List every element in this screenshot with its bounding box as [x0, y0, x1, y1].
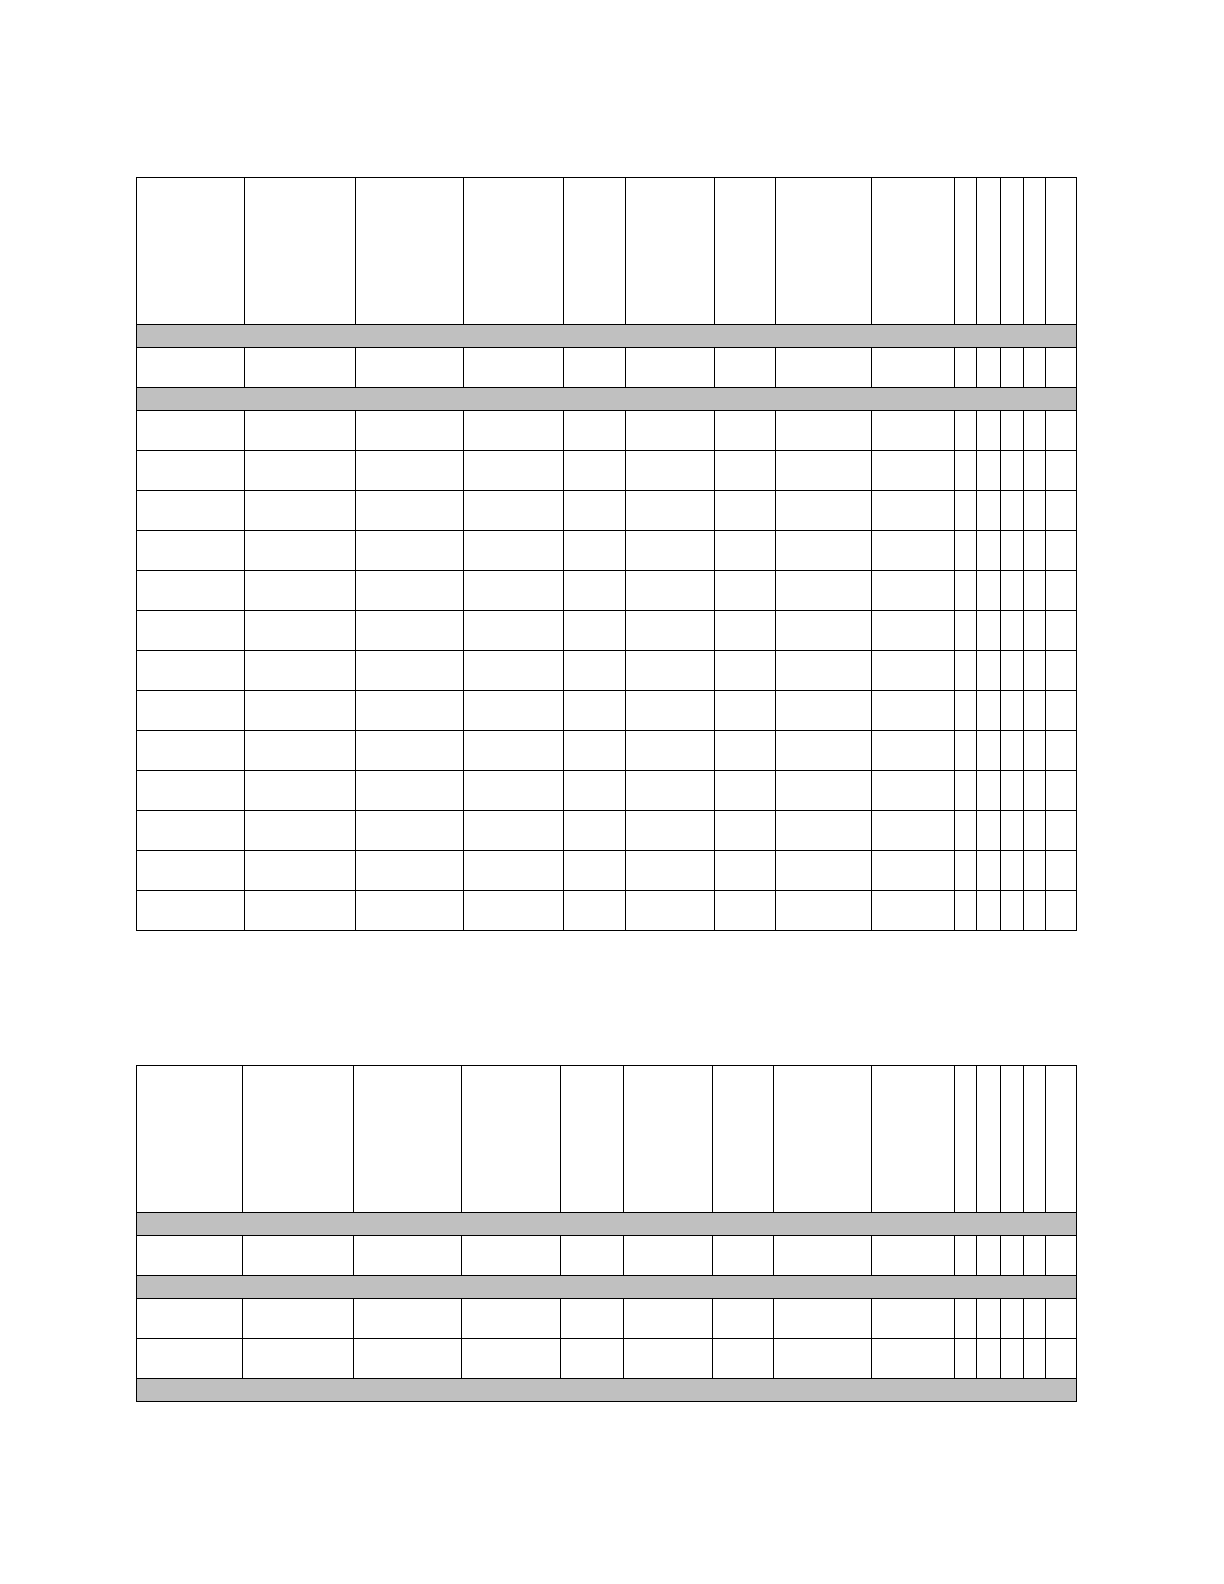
- table-cell: [137, 811, 245, 851]
- header-cell: [624, 1066, 713, 1213]
- table-cell: [776, 851, 872, 891]
- table-cell: [713, 1299, 774, 1339]
- table-cell: [955, 571, 977, 611]
- header-cell: [872, 1066, 955, 1213]
- table-cell: [464, 411, 564, 451]
- header-row: [137, 1066, 1077, 1213]
- header-cell: [715, 178, 776, 325]
- table-cell: [564, 771, 626, 811]
- table-cell: [354, 1299, 462, 1339]
- table-cell: [626, 691, 715, 731]
- table-cell: [977, 771, 1001, 811]
- table-cell: [564, 571, 626, 611]
- table-cell: [955, 1236, 977, 1276]
- table-cell: [245, 811, 356, 851]
- table-cell: [1046, 731, 1077, 771]
- table-cell: [356, 571, 464, 611]
- table-cell: [715, 851, 776, 891]
- table-row: [137, 771, 1077, 811]
- table-cell: [626, 731, 715, 771]
- table-cell: [872, 491, 955, 531]
- table-cell: [713, 1339, 774, 1379]
- header-cell: [245, 178, 356, 325]
- table-cell: [1001, 571, 1024, 611]
- table-cell: [977, 1236, 1001, 1276]
- table-cell: [955, 491, 977, 531]
- section-band-cell: [137, 1213, 1077, 1236]
- table-cell: [564, 851, 626, 891]
- table-cell: [1001, 1339, 1024, 1379]
- table-cell: [624, 1236, 713, 1276]
- table-cell: [245, 348, 356, 388]
- table-cell: [1024, 571, 1046, 611]
- table-cell: [1046, 348, 1077, 388]
- table-cell: [1046, 531, 1077, 571]
- table-cell: [1001, 531, 1024, 571]
- table-cell: [561, 1236, 624, 1276]
- table-cell: [872, 411, 955, 451]
- table-cell: [955, 611, 977, 651]
- table-cell: [715, 348, 776, 388]
- table-cell: [137, 771, 245, 811]
- table-cell: [715, 451, 776, 491]
- table-cell: [776, 411, 872, 451]
- table-cell: [955, 851, 977, 891]
- table-cell: [626, 348, 715, 388]
- table-cell: [561, 1299, 624, 1339]
- table-cell: [1024, 891, 1046, 931]
- table-cell: [626, 571, 715, 611]
- table-cell: [1024, 811, 1046, 851]
- table-cell: [1046, 651, 1077, 691]
- header-cell: [955, 1066, 977, 1213]
- table-cell: [955, 691, 977, 731]
- table-cell: [776, 571, 872, 611]
- table-cell: [715, 531, 776, 571]
- table-cell: [624, 1339, 713, 1379]
- table-cell: [776, 811, 872, 851]
- table-cell: [137, 571, 245, 611]
- table-cell: [137, 451, 245, 491]
- table-cell: [955, 348, 977, 388]
- section-band: [137, 325, 1077, 348]
- table-cell: [137, 611, 245, 651]
- table-cell: [955, 451, 977, 491]
- table-cell: [354, 1236, 462, 1276]
- table-cell: [626, 411, 715, 451]
- table-cell: [356, 691, 464, 731]
- table-cell: [872, 348, 955, 388]
- table-cell: [1046, 851, 1077, 891]
- table-cell: [977, 1299, 1001, 1339]
- table-cell: [776, 451, 872, 491]
- table-cell: [955, 891, 977, 931]
- table-cell: [872, 651, 955, 691]
- section-band-cell: [137, 1379, 1077, 1402]
- table-cell: [245, 571, 356, 611]
- table-cell: [1046, 571, 1077, 611]
- table-cell: [1046, 1236, 1077, 1276]
- table-cell: [1001, 491, 1024, 531]
- header-cell: [464, 178, 564, 325]
- table-cell: [1001, 651, 1024, 691]
- table-cell: [1046, 1339, 1077, 1379]
- header-cell: [243, 1066, 354, 1213]
- table-cell: [137, 651, 245, 691]
- table-cell: [356, 611, 464, 651]
- table-cell: [356, 651, 464, 691]
- table-cell: [776, 691, 872, 731]
- table-cell: [715, 571, 776, 611]
- table-cell: [464, 891, 564, 931]
- table-cell: [1024, 771, 1046, 811]
- header-cell: [137, 178, 245, 325]
- table-cell: [1001, 348, 1024, 388]
- table-cell: [1001, 891, 1024, 931]
- header-cell: [955, 178, 977, 325]
- table-cell: [872, 611, 955, 651]
- table-cell: [776, 891, 872, 931]
- table-cell: [356, 411, 464, 451]
- table-cell: [776, 531, 872, 571]
- table-row: [137, 811, 1077, 851]
- table-cell: [977, 531, 1001, 571]
- header-cell: [564, 178, 626, 325]
- table-cell: [1001, 771, 1024, 811]
- table-cell: [356, 891, 464, 931]
- header-cell: [872, 178, 955, 325]
- table-cell: [776, 651, 872, 691]
- table-cell: [955, 531, 977, 571]
- table-cell: [1046, 1299, 1077, 1339]
- table-cell: [1001, 411, 1024, 451]
- table-cell: [1024, 651, 1046, 691]
- table-cell: [245, 531, 356, 571]
- header-cell: [1046, 1066, 1077, 1213]
- table-cell: [955, 771, 977, 811]
- table-cell: [977, 691, 1001, 731]
- table-cell: [356, 771, 464, 811]
- table-cell: [715, 611, 776, 651]
- table-cell: [137, 348, 245, 388]
- table-cell: [626, 611, 715, 651]
- table-row: [137, 731, 1077, 771]
- table-cell: [561, 1339, 624, 1379]
- header-cell: [1001, 1066, 1024, 1213]
- table-cell: [245, 651, 356, 691]
- table-cell: [1024, 691, 1046, 731]
- header-cell: [774, 1066, 872, 1213]
- table-cell: [872, 811, 955, 851]
- table-cell: [564, 451, 626, 491]
- table-cell: [1024, 451, 1046, 491]
- section-band-cell: [137, 1276, 1077, 1299]
- table-cell: [715, 811, 776, 851]
- header-cell: [1046, 178, 1077, 325]
- table-cell: [955, 731, 977, 771]
- table-cell: [1024, 1236, 1046, 1276]
- table-cell: [1024, 1339, 1046, 1379]
- table-cell: [977, 611, 1001, 651]
- table-row: [137, 571, 1077, 611]
- table-cell: [626, 851, 715, 891]
- table-cell: [137, 411, 245, 451]
- section-band: [137, 1276, 1077, 1299]
- table-cell: [977, 731, 1001, 771]
- table-cell: [564, 348, 626, 388]
- table-cell: [1046, 491, 1077, 531]
- table-cell: [464, 651, 564, 691]
- table-cell: [977, 348, 1001, 388]
- table-cell: [564, 651, 626, 691]
- header-cell: [356, 178, 464, 325]
- table-cell: [776, 731, 872, 771]
- header-cell: [1024, 1066, 1046, 1213]
- header-cell: [462, 1066, 561, 1213]
- table-cell: [715, 891, 776, 931]
- table-cell: [356, 491, 464, 531]
- header-cell: [137, 1066, 243, 1213]
- table-cell: [872, 1236, 955, 1276]
- table-cell: [245, 731, 356, 771]
- table-cell: [245, 691, 356, 731]
- table-cell: [872, 851, 955, 891]
- table-cell: [356, 731, 464, 771]
- table-cell: [1046, 611, 1077, 651]
- header-cell: [977, 178, 1001, 325]
- table-cell: [626, 891, 715, 931]
- table-cell: [137, 691, 245, 731]
- table-cell: [715, 491, 776, 531]
- table-cell: [1046, 811, 1077, 851]
- table-cell: [464, 491, 564, 531]
- table-cell: [1024, 491, 1046, 531]
- table-cell: [464, 571, 564, 611]
- table-cell: [245, 891, 356, 931]
- table-cell: [1001, 451, 1024, 491]
- table-cell: [955, 411, 977, 451]
- table-row: [137, 531, 1077, 571]
- table-cell: [1001, 811, 1024, 851]
- table-row: [137, 851, 1077, 891]
- table-row: [137, 491, 1077, 531]
- table-cell: [1001, 611, 1024, 651]
- table-cell: [564, 731, 626, 771]
- table-cell: [243, 1236, 354, 1276]
- table-cell: [1046, 451, 1077, 491]
- table-row: [137, 451, 1077, 491]
- table-cell: [776, 611, 872, 651]
- table-cell: [464, 851, 564, 891]
- table-cell: [1046, 411, 1077, 451]
- header-cell: [1001, 178, 1024, 325]
- table-cell: [955, 811, 977, 851]
- table-cell: [356, 348, 464, 388]
- table-cell: [462, 1236, 561, 1276]
- table-cell: [774, 1236, 872, 1276]
- table-cell: [872, 451, 955, 491]
- grid-table-1: [136, 177, 1077, 931]
- table-cell: [564, 531, 626, 571]
- table-cell: [626, 451, 715, 491]
- table-cell: [626, 771, 715, 811]
- table-cell: [626, 651, 715, 691]
- table-cell: [356, 851, 464, 891]
- table-cell: [564, 691, 626, 731]
- section-band: [137, 388, 1077, 411]
- table-cell: [977, 451, 1001, 491]
- header-cell: [713, 1066, 774, 1213]
- table-row: [137, 651, 1077, 691]
- table-row: [137, 891, 1077, 931]
- table-cell: [1024, 1299, 1046, 1339]
- table-cell: [626, 531, 715, 571]
- table-cell: [464, 451, 564, 491]
- table-cell: [245, 771, 356, 811]
- table-cell: [137, 1339, 243, 1379]
- table-cell: [464, 611, 564, 651]
- table-cell: [626, 491, 715, 531]
- table-1-body: [137, 178, 1077, 931]
- table-cell: [977, 1339, 1001, 1379]
- header-cell: [354, 1066, 462, 1213]
- table-row: [137, 348, 1077, 388]
- table-cell: [462, 1339, 561, 1379]
- table-cell: [243, 1299, 354, 1339]
- table-cell: [715, 691, 776, 731]
- table-row: [137, 1236, 1077, 1276]
- table-cell: [137, 891, 245, 931]
- table-cell: [715, 411, 776, 451]
- table-cell: [137, 731, 245, 771]
- table-cell: [713, 1236, 774, 1276]
- table-cell: [955, 1339, 977, 1379]
- table-cell: [354, 1339, 462, 1379]
- table-cell: [977, 491, 1001, 531]
- table-cell: [715, 771, 776, 811]
- table-cell: [356, 451, 464, 491]
- table-cell: [1024, 411, 1046, 451]
- table-cell: [872, 1339, 955, 1379]
- table-cell: [977, 651, 1001, 691]
- section-band-cell: [137, 325, 1077, 348]
- table-cell: [872, 731, 955, 771]
- table-cell: [137, 1299, 243, 1339]
- table-cell: [1046, 891, 1077, 931]
- table-cell: [1024, 531, 1046, 571]
- table-cell: [1024, 611, 1046, 651]
- table-cell: [774, 1299, 872, 1339]
- table-cell: [564, 491, 626, 531]
- table-cell: [356, 531, 464, 571]
- table-cell: [464, 691, 564, 731]
- table-cell: [137, 851, 245, 891]
- table-cell: [464, 731, 564, 771]
- table-cell: [715, 731, 776, 771]
- table-cell: [872, 571, 955, 611]
- table-row: [137, 1339, 1077, 1379]
- table-cell: [137, 531, 245, 571]
- table-cell: [977, 811, 1001, 851]
- header-cell: [776, 178, 872, 325]
- table-cell: [245, 851, 356, 891]
- table-cell: [564, 811, 626, 851]
- table-cell: [464, 771, 564, 811]
- table-cell: [1001, 851, 1024, 891]
- table-row: [137, 1299, 1077, 1339]
- table-cell: [245, 411, 356, 451]
- table-cell: [1024, 731, 1046, 771]
- table-row: [137, 411, 1077, 451]
- table-cell: [564, 891, 626, 931]
- table-cell: [872, 691, 955, 731]
- table-row: [137, 611, 1077, 651]
- table-cell: [715, 651, 776, 691]
- table-cell: [1001, 731, 1024, 771]
- table-cell: [464, 531, 564, 571]
- table-row: [137, 691, 1077, 731]
- table-cell: [245, 611, 356, 651]
- table-cell: [356, 811, 464, 851]
- section-band: [137, 1379, 1077, 1402]
- table-cell: [977, 851, 1001, 891]
- table-cell: [955, 651, 977, 691]
- table-cell: [776, 771, 872, 811]
- table-cell: [977, 411, 1001, 451]
- table-cell: [872, 891, 955, 931]
- table-cell: [1001, 1236, 1024, 1276]
- table-cell: [1046, 771, 1077, 811]
- table-cell: [1024, 348, 1046, 388]
- table-cell: [1001, 691, 1024, 731]
- table-cell: [872, 531, 955, 571]
- table-cell: [977, 891, 1001, 931]
- table-cell: [955, 1299, 977, 1339]
- table-cell: [872, 771, 955, 811]
- header-cell: [626, 178, 715, 325]
- table-cell: [977, 571, 1001, 611]
- table-cell: [1024, 851, 1046, 891]
- table-cell: [1001, 1299, 1024, 1339]
- table-cell: [462, 1299, 561, 1339]
- section-band: [137, 1213, 1077, 1236]
- table-cell: [776, 348, 872, 388]
- table-cell: [624, 1299, 713, 1339]
- table-cell: [564, 411, 626, 451]
- table-cell: [137, 1236, 243, 1276]
- table-cell: [245, 491, 356, 531]
- table-cell: [626, 811, 715, 851]
- table-cell: [564, 611, 626, 651]
- header-row: [137, 178, 1077, 325]
- header-cell: [977, 1066, 1001, 1213]
- table-cell: [1046, 691, 1077, 731]
- table-2-body: [137, 1066, 1077, 1402]
- table-cell: [464, 811, 564, 851]
- table-cell: [774, 1339, 872, 1379]
- table-cell: [464, 348, 564, 388]
- table-cell: [243, 1339, 354, 1379]
- grid-table-2: [136, 1065, 1077, 1402]
- table-cell: [776, 491, 872, 531]
- table-cell: [137, 491, 245, 531]
- header-cell: [561, 1066, 624, 1213]
- section-band-cell: [137, 388, 1077, 411]
- table-cell: [245, 451, 356, 491]
- header-cell: [1024, 178, 1046, 325]
- table-cell: [872, 1299, 955, 1339]
